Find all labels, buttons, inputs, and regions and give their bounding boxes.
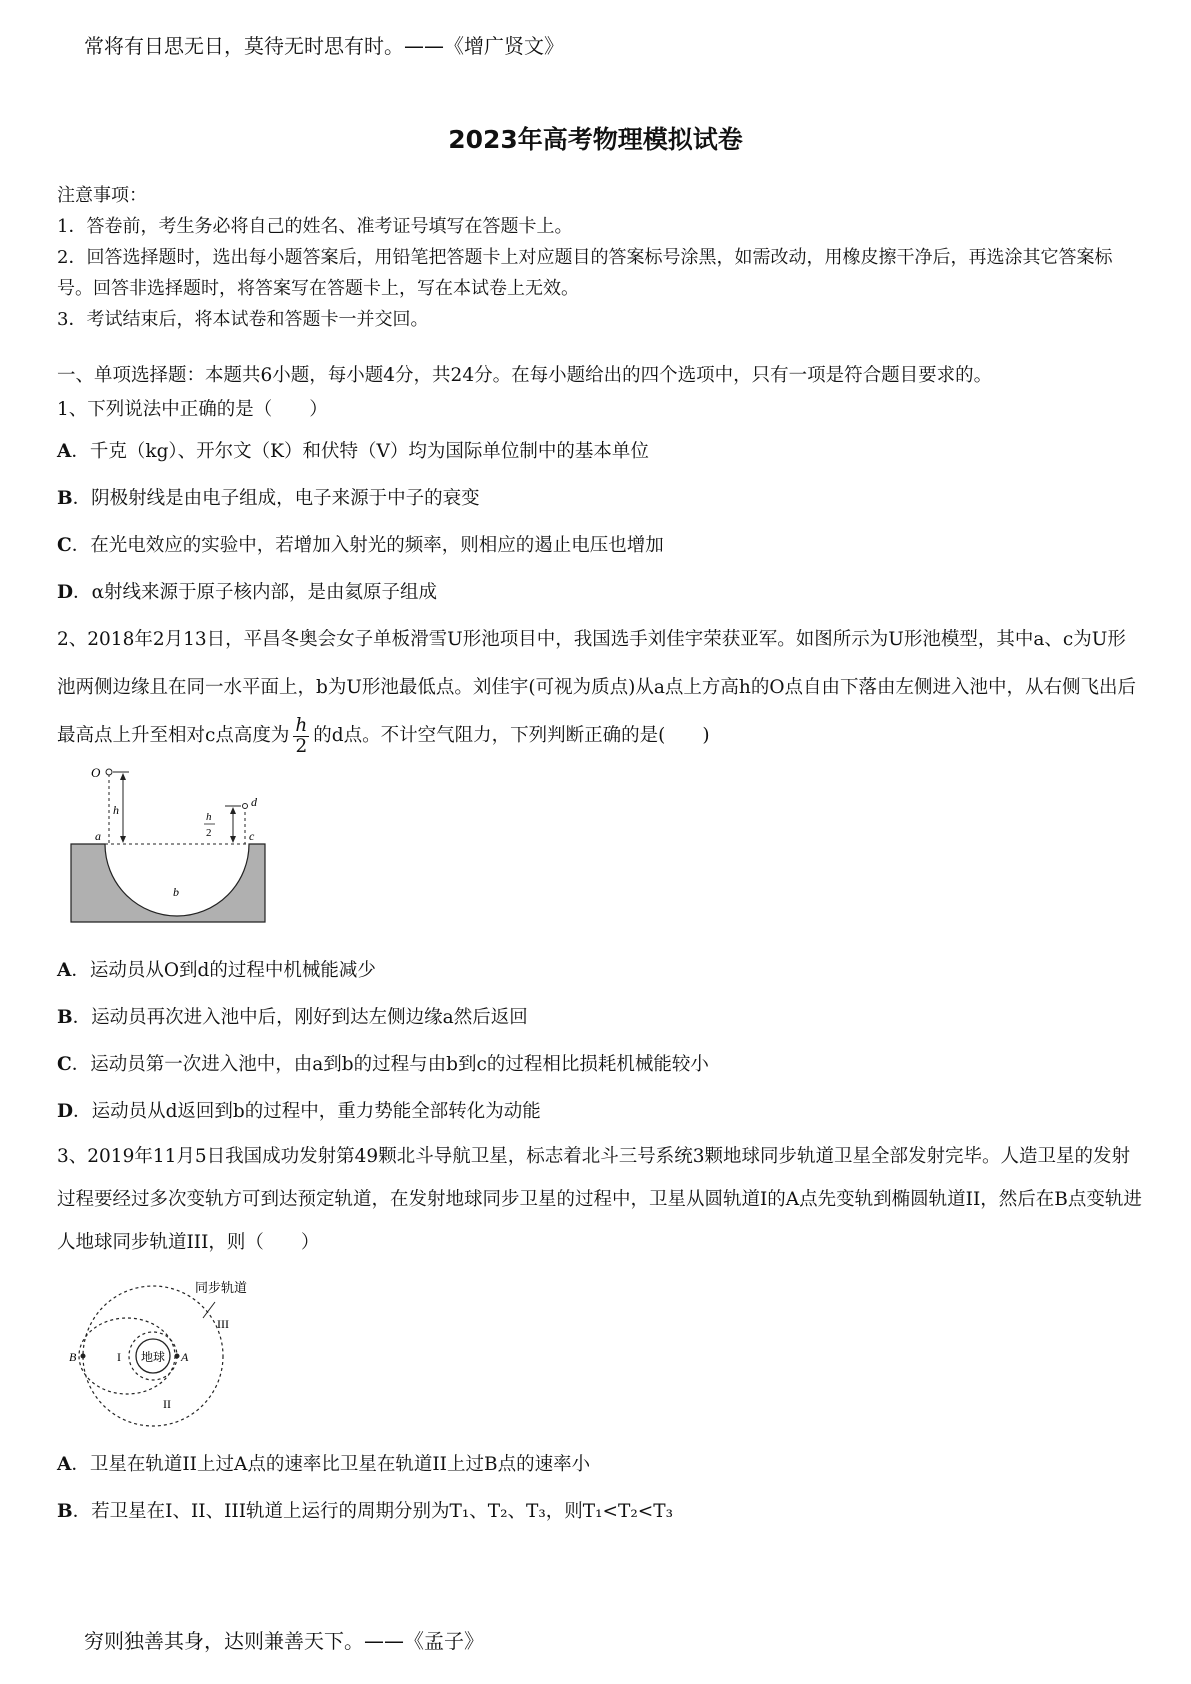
q1-option-d-text: α射线来源于原子核内部，是由氦原子组成 [91, 582, 438, 603]
footer-quote: 穷则独善其身，达则兼善天下。——《孟子》 [84, 1629, 484, 1653]
notes-heading: 注意事项： [57, 185, 147, 206]
header-quote: 常将有日思无日，莫待无时思有时。——《增广贤文》 [84, 34, 564, 58]
q2-fraction [293, 716, 309, 757]
q1-option-b-text: 阴极射线是由电子组成，电子来源于中子的衰变 [91, 488, 480, 509]
q2-option-a-text: 运动员从O到d的过程中机械能减少 [89, 960, 376, 981]
section-heading: 一、单项选择题：本题共6小题，每小题4分，共24分。在每小题给出的四个选项中，只有一项是符合题目要求的。 [57, 365, 993, 386]
q2-option-b-text: 运动员再次进入池中后，刚好到达左侧边缘a然后返回 [91, 1007, 528, 1028]
q2-fraction-den: 2 [295, 735, 308, 757]
notes-block [57, 180, 1142, 335]
point-d [243, 804, 248, 809]
q2-stem-part1: 2、2018年2月13日，平昌冬奥会女子单板滑雪U形池项目中，我国选手刘佳宇荣获亚军。如图所示为U形池模型，其中a、c为U形池两侧边缘且在同一水平面上，b为U形池最低点。刘佳宇(可视为质点)从a点上方高h的O点自由下落由左侧进入池中，从右侧飞出后最高点上升至相对c点高度为 [57, 629, 1136, 746]
note-item: 2．回答选择题时，选出每小题答案后，用铅笔把答题卡上对应题目的答案标号涂黑，如需改动，用橡皮擦干净后，再选涂其它答案标号。回答非选择题时，将答案写在答题卡上，写在本试卷上无效。 [57, 247, 1113, 299]
u-pool-diagram [65, 766, 285, 936]
label-orbit-iii: III [217, 1317, 229, 1331]
page-title: 2023年高考物理模拟试卷 [448, 125, 743, 154]
orbit-figure [65, 1270, 1142, 1435]
label-h-half-num: h [206, 811, 212, 823]
label-orbit-ii: II [163, 1397, 171, 1411]
point-o [106, 769, 112, 775]
label-sync-orbit: 同步轨道 [195, 1281, 248, 1296]
pool-body [71, 844, 265, 922]
q2-option-d-text: 运动员从d返回到b的过程中，重力势能全部转化为动能 [91, 1101, 541, 1122]
questions [57, 360, 1142, 1535]
q1-option-c: C．在光电效应的实验中，若增加入射光的频率，则相应的遏止电压也增加 [57, 535, 664, 556]
q2-fraction-num: h [295, 714, 308, 736]
q3-stem: 3、2019年11月5日我国成功发射第49颗北斗导航卫星，标志着北斗三号系统3颗地球同步轨道卫星全部发射完毕。人造卫星的发射过程要经过多次变轨方可到达预定轨道，在发射地球同步卫星的过程中，卫星从圆轨道I的A点先变轨到椭圆轨道II，然后在B点变轨进人地球同步轨道III，则（ ） [57, 1146, 1142, 1253]
q3-option-a-text: 卫星在轨道II上过A点的速率比卫星在轨道II上过B点的速率小 [89, 1454, 591, 1475]
note-item: 1．答卷前，考生务必将自己的姓名、准考证号填写在答题卡上。 [57, 216, 573, 237]
orbit-diagram [65, 1270, 285, 1430]
label-a: A [181, 1350, 189, 1364]
label-a: a [95, 829, 101, 843]
q3-option-b-text: 若卫星在I、II、III轨道上运行的周期分别为T₁、T₂、T₃，则T₁<T₂<T₃ [91, 1501, 674, 1522]
label-b: b [173, 885, 179, 899]
q1-option-d: D．α射线来源于原子核内部，是由氦原子组成 [57, 582, 438, 603]
q2-option-d: D．运动员从d返回到b的过程中，重力势能全部转化为动能 [57, 1101, 541, 1122]
label-h-half-den: 2 [206, 827, 212, 839]
q3-option-a: A．卫星在轨道II上过A点的速率比卫星在轨道II上过B点的速率小 [57, 1454, 591, 1475]
label-earth: 地球 [141, 1350, 166, 1364]
q3-option-b: B．若卫星在I、II、III轨道上运行的周期分别为T₁、T₂、T₃，则T₁<T₂<T₃ [57, 1501, 674, 1522]
q2-option-c-text: 运动员第一次进入池中，由a到b的过程与由b到c的过程相比损耗机械能较小 [90, 1054, 709, 1075]
label-orbit-i: I [117, 1350, 121, 1364]
u-pool-figure [65, 766, 1142, 941]
label-o: O [91, 766, 101, 780]
label-h: h [113, 803, 119, 817]
q1-option-a-text: 千克（kg）、开尔文（K）和伏特（V）均为国际单位制中的基本单位 [89, 441, 649, 462]
sync-pointer [203, 1302, 215, 1318]
q2-option-a: A．运动员从O到d的过程中机械能减少 [57, 960, 376, 981]
q2-stem-part2: 的d点。不计空气阻力，下列判断正确的是( ) [313, 725, 710, 746]
note-item: 3．考试结束后，将本试卷和答题卡一并交回。 [57, 309, 429, 330]
label-d: d [251, 795, 257, 809]
q2-stem [57, 616, 1142, 760]
q1-stem: 1、下列说法中正确的是（ ） [57, 399, 328, 420]
q1-option-a: A．千克（kg）、开尔文（K）和伏特（V）均为国际单位制中的基本单位 [57, 441, 649, 462]
q2-option-c: C．运动员第一次进入池中，由a到b的过程与由b到c的过程相比损耗机械能较小 [57, 1054, 709, 1075]
q2-option-b: B．运动员再次进入池中后，刚好到达左侧边缘a然后返回 [57, 1007, 528, 1028]
q1-option-c-text: 在光电效应的实验中，若增加入射光的频率，则相应的遏止电压也增加 [90, 535, 664, 556]
label-c: c [249, 829, 255, 843]
q1-option-b: B．阴极射线是由电子组成，电子来源于中子的衰变 [57, 488, 480, 509]
label-b: B [69, 1350, 77, 1364]
